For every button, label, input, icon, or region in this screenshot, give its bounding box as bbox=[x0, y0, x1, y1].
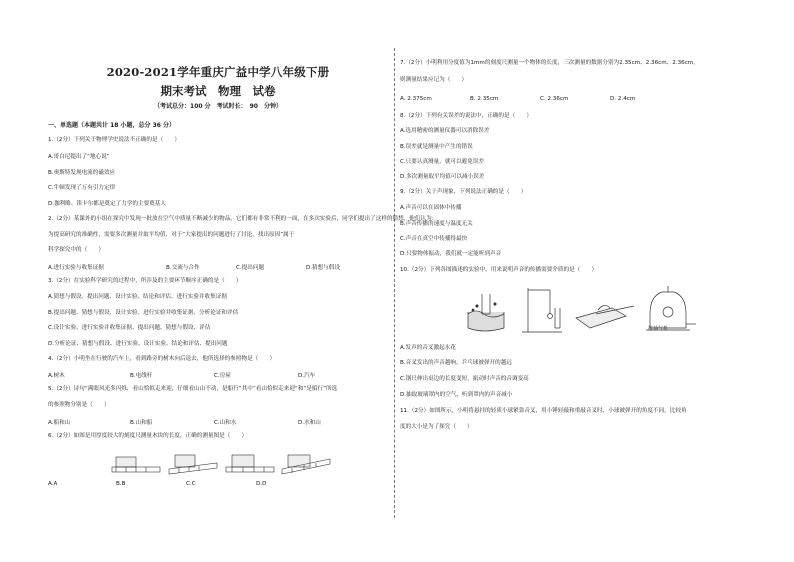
diagram-tuning-fork-water bbox=[468, 294, 504, 331]
q6-option-a: A.A bbox=[48, 481, 58, 487]
q2-option-b: B.交流与合作 bbox=[166, 265, 200, 271]
q11-stem-line1: 11.（2分）如图所示，小明将悬挂的轻质小球紧靠音叉，用小锤轻敲和重敲音叉时，小球被弹开的角度不同，比较角 bbox=[400, 408, 687, 414]
q6-stem: 6.（2分）如图是用厚度较大的刻度尺测量木块的长度，正确的测量图是（ ） bbox=[48, 433, 248, 439]
ruler-diagram-c bbox=[226, 455, 274, 472]
q2-option-c: C.提出问题 bbox=[236, 265, 265, 271]
q3-option-b: B.提出问题、猜想与假设、设计实验、进行实验并收集证据、分析论证和评估 bbox=[48, 310, 239, 316]
q3-option-c: C.设计实验、进行实验并收集证据、提出问题、猜想与假设、评估 bbox=[48, 325, 211, 331]
q5-stem-line1: 5.（2分）诗句“满眼风光多闪烁，看山恰似走来迎，仔细看山山不动，是船行”其中“看山恰似走来迎”和“是船行”所选 bbox=[48, 386, 338, 392]
q11-stem-line2: 度的大小是为了探究（ ） bbox=[400, 424, 473, 430]
q4-option-c: C.房屋 bbox=[214, 373, 231, 379]
q2-stem-line2: 为提高研究的准确性，需要多次测量并取平均值，对于“大家提出的问题进行了讨论，找出原因”属于 bbox=[48, 232, 295, 238]
q7-stem-line1: 7.（2分）小明利用分度值为1mm的刻度尺测量一个物体的长度，三次测量的数据分别为2.35cm、2.36cm、2.36cm， bbox=[400, 60, 699, 66]
q2-stem-line3: 科学探究中的（ ） bbox=[48, 247, 104, 253]
q10-option-c: C.钢尺伸出桌边的长度变短，振动时声音的音调变高 bbox=[400, 376, 529, 382]
q4-option-a: A.树木 bbox=[48, 373, 65, 379]
q6-option-d: D.D bbox=[256, 481, 267, 487]
diagram-ruler-on-table bbox=[576, 305, 634, 328]
q8-option-a: A.选用精密的测量仪器可以消除误差 bbox=[400, 128, 490, 134]
q5-option-d: D.水和山 bbox=[298, 420, 321, 426]
diagram-bell-jar bbox=[646, 286, 696, 330]
q2-stem-line1: 2.（2分）某课外的小组在探究中发现一批放在空气中质量不断减少的物品，它们都有非常不利的一面，在多次实验后，同学们提出了这样的猜想，他们认为： bbox=[48, 216, 438, 222]
q10-stem: 10.（2分）下列各图描述的实验中，用来说明声音的传播需要介质的是（ ） bbox=[400, 267, 598, 273]
q8-option-d: D.多次测量取平均值可以减小误差 bbox=[400, 174, 485, 180]
q5-option-c: C.山和水 bbox=[214, 420, 237, 426]
q8-option-c: C.只要认真测量，就可以避免误差 bbox=[400, 159, 484, 165]
q10-option-b: B.音叉发出的声音越响，乒乓球被弹开的越远 bbox=[400, 360, 512, 366]
q1-option-c: C.牛顿发现了万有引力定律 bbox=[48, 185, 116, 191]
q4-stem: 4.（2分）小明坐在行驶的汽车上，看到路旁的树木向后退去，他所选择的参照物是（ ） bbox=[48, 356, 276, 362]
q1-stem: 1.（2分）下列关于物理学史说法不正确的是（ ） bbox=[48, 137, 180, 143]
q7-option-a: A. 2.375cm bbox=[400, 96, 432, 102]
ruler-diagram-a bbox=[112, 457, 160, 472]
q10-option-d: D.抽取玻璃罩内的空气，听到罩内的声音减小 bbox=[400, 392, 513, 398]
diagram-tuning-fork-ball bbox=[522, 288, 562, 332]
q7-option-c: C. 2.36cm bbox=[540, 96, 569, 102]
q9-option-a: A.声音可以在固体中传播 bbox=[400, 205, 462, 211]
exam-info: （考试总分：100 分 考试时长： 90 分钟） bbox=[154, 103, 282, 110]
q3-option-a: A.猜想与假设、提出问题、设计实验、结论和评估、进行实验并收集证据 bbox=[48, 294, 227, 300]
q7-stem-line2: 则测量结果应记为（ ） bbox=[400, 77, 468, 83]
exam-title: 2020-2021学年重庆广益中学八年级下册 bbox=[106, 65, 330, 79]
q5-option-b: B.山和船 bbox=[130, 420, 153, 426]
q9-option-b: B.声音传播的速度与温度无关 bbox=[400, 221, 473, 227]
q8-option-b: B.误差就是测量中产生的错误 bbox=[400, 144, 473, 150]
exam-subtitle: 期末考试 物理 试卷 bbox=[160, 84, 276, 98]
q4-option-b: B.电线杆 bbox=[130, 373, 153, 379]
q9-stem: 9.（2分）关于声现象，下列说法正确的是（ ） bbox=[400, 189, 527, 195]
q10-option-a: A.发声的音叉激起水花 bbox=[400, 345, 456, 351]
q6-option-b: B.B bbox=[116, 481, 126, 487]
section-title: 一、单选题（本题共计 18 小题，总分 36 分） bbox=[48, 122, 176, 129]
ruler-diagram-b bbox=[169, 455, 217, 474]
column-divider bbox=[394, 48, 395, 518]
q1-option-d: D.伽利略、笛卡尔都是奠定了力学的主要奠基人 bbox=[48, 201, 166, 207]
q4-option-d: D.汽车 bbox=[298, 373, 316, 379]
q3-stem: 3.（2分）在实验科学研究的过程中，所涉及的主要环节顺序正确的是（ ） bbox=[48, 278, 242, 284]
q6-option-c: C.C bbox=[186, 481, 196, 487]
q6-figure bbox=[112, 447, 332, 477]
q5-option-a: A.船和山 bbox=[48, 420, 71, 426]
q1-option-a: A.哥白尼提出了“地心说” bbox=[48, 154, 110, 160]
q7-option-d: D. 2.4cm bbox=[610, 96, 636, 102]
q2-option-a: A.进行实验与收集证据 bbox=[48, 265, 104, 271]
pump-label: 接抽气机 bbox=[648, 326, 669, 332]
q9-option-c: C.声音在真空中传播得最快 bbox=[400, 236, 468, 242]
q9-option-d: D.只要物体振动，我们就一定能听到声音 bbox=[400, 251, 502, 257]
ruler-diagram-d bbox=[282, 455, 330, 474]
q1-option-b: B.奥斯特发现电流的磁效应 bbox=[48, 170, 116, 176]
q5-stem-line2: 的参照物分别是（ ） bbox=[48, 402, 110, 408]
ruler-diagrams bbox=[112, 447, 332, 477]
q8-stem: 8.（2分）下列有关误差的说法中，正确的是（ ） bbox=[400, 113, 532, 119]
q7-option-b: B. 2.35cm bbox=[470, 96, 499, 102]
q3-option-d: D.分析论证、猜想与假设、进行实验、设计实验、结论和评估、提出问题 bbox=[48, 341, 228, 347]
q2-option-d: D.猜想与假设 bbox=[306, 265, 341, 271]
